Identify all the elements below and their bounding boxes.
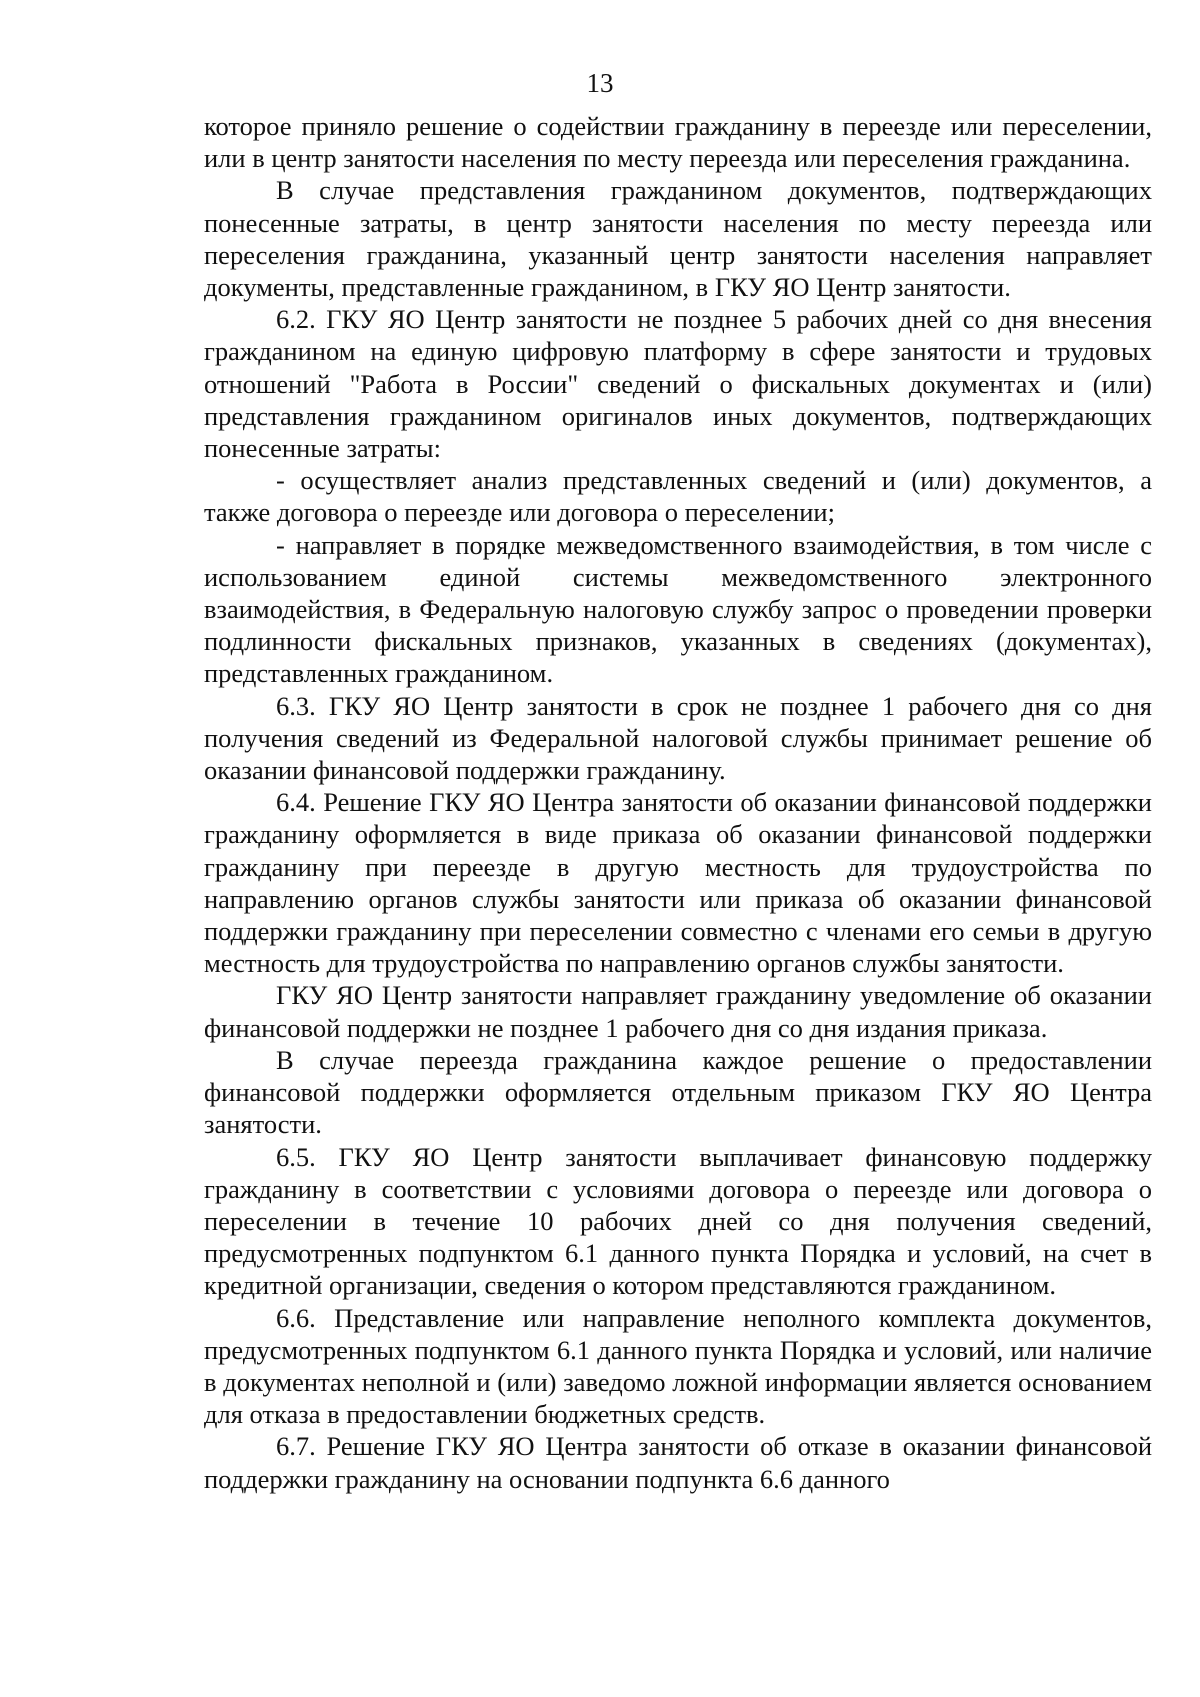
paragraph: которое приняло решение о содействии гражданину в переезде или переселении, или в центр занятости населения по месту переезда или переселения гражданина. — [204, 111, 1152, 174]
page-number: 13 — [586, 68, 614, 98]
document-body — [204, 110, 1152, 1495]
list-item-paragraph: - направляет в порядке межведомственного взаимодействия, в том числе с использованием единой системы межведомственного электронного взаимодействия, в Федеральную налоговую службу запрос о проведении проверки подлинности фискальных признаков, указанных в сведениях (документах), представленных гражданином. — [204, 529, 1152, 689]
paragraph: В случае представления гражданином документов, подтверждающих понесенные затраты, в центр занятости населения по месту переезда или переселения гражданина, указанный центр занятости населения направляет документы, представленные гражданином, в ГКУ ЯО Центр занятости. — [204, 175, 1152, 303]
paragraph-6-4: 6.4. Решение ГКУ ЯО Центра занятости об оказании финансовой поддержки гражданину оформляется в виде приказа об оказании финансовой поддержки гражданину при переезде в другую местность для трудоустройства по направлению органов службы занятости или приказа об оказании финансовой поддержки гражданину при переселении совместно с членами его семьи в другую местность для трудоустройства по направлению органов службы занятости. — [204, 787, 1152, 979]
paragraph-6-7: 6.7. Решение ГКУ ЯО Центра занятости об отказе в оказании финансовой поддержки гражданину на основании подпункта 6.6 данного — [204, 1431, 1152, 1494]
paragraph-6-5: 6.5. ГКУ ЯО Центр занятости выплачивает финансовую поддержку гражданину в соответствии с условиями договора о переезде или договора о переселении в течение 10 рабочих дней со дня получения сведений, предусмотренных подпунктом 6.1 данного пункта Порядка и условий, на счет в кредитной организации, сведения о котором представляются гражданином. — [204, 1141, 1152, 1301]
paragraph: ГКУ ЯО Центр занятости направляет гражданину уведомление об оказании финансовой поддержки не позднее 1 рабочего дня со дня издания приказа. — [204, 980, 1152, 1043]
paragraph-6-2: 6.2. ГКУ ЯО Центр занятости не позднее 5 рабочих дней со дня внесения гражданином на единую цифровую платформу в сфере занятости и трудовых отношений "Работа в России" сведений о фискальных документах и (или) представления гражданином оригиналов иных документов, подтверждающих понесенные затраты: — [204, 304, 1152, 464]
paragraph-6-3: 6.3. ГКУ ЯО Центр занятости в срок не позднее 1 рабочего дня со дня получения сведений из Федеральной налоговой службы принимает решение об оказании финансовой поддержки гражданину. — [204, 690, 1152, 786]
paragraph-6-6: 6.6. Представление или направление неполного комплекта документов, предусмотренных подпунктом 6.1 данного пункта Порядка и условий, или наличие в документах неполной и (или) заведомо ложной информации является основанием для отказа в предоставлении бюджетных средств. — [204, 1302, 1152, 1430]
paragraph: В случае переезда гражданина каждое решение о предоставлении финансовой поддержки оформляется отдельным приказом ГКУ ЯО Центра занятости. — [204, 1044, 1152, 1140]
list-item-paragraph: - осуществляет анализ представленных сведений и (или) документов, а также договора о переезде или договора о переселении; — [204, 465, 1152, 528]
